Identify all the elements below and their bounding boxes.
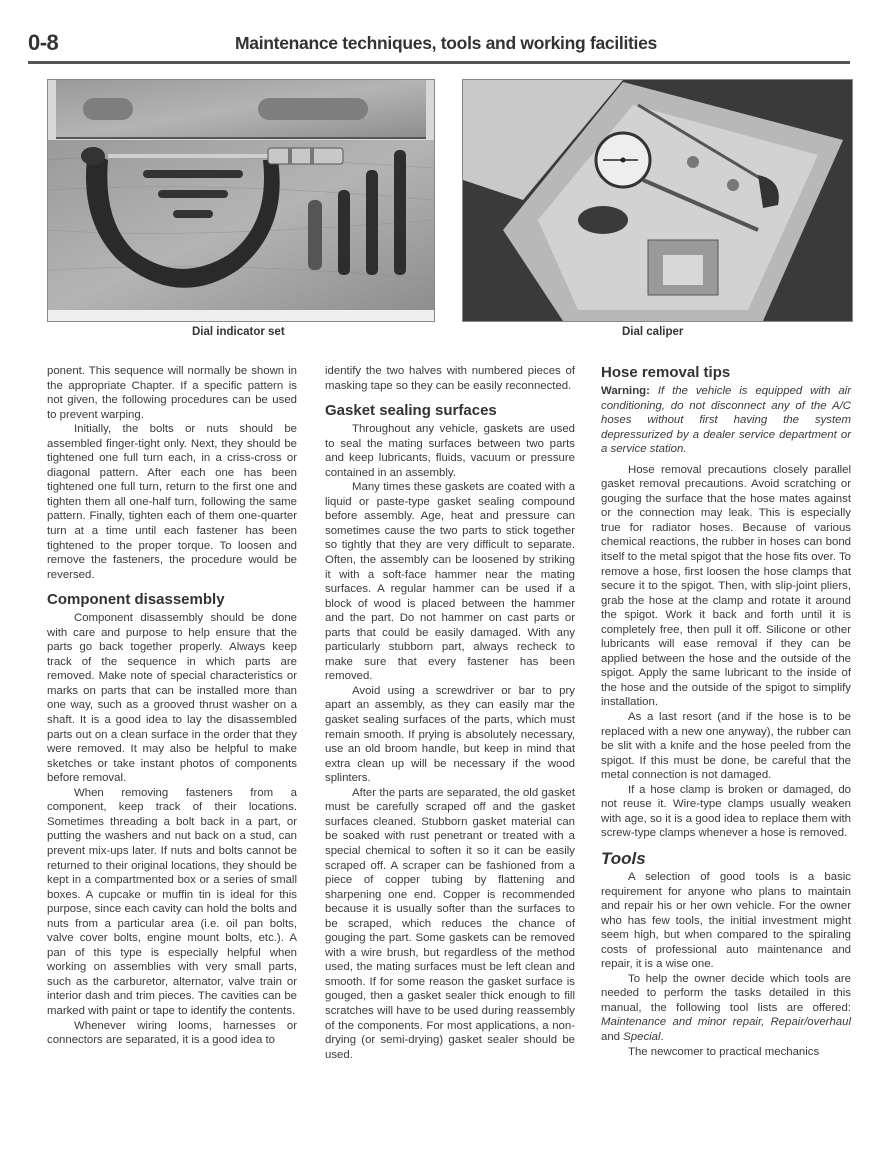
tool-list-name: Maintenance and minor repair, Repair/overhaul bbox=[601, 1016, 851, 1029]
caption-dial-caliper: Dial caliper bbox=[622, 326, 684, 338]
paragraph: Hose removal precautions closely parallel gasket removal precautions. Avoid scratching or gouging the surface that the hose mates against or the connection may leak. This is especially true for radiator hoses. Because of various chemical reactions, the rubber in hoses can bond itself to the metal spigot that the hose fits over. To remove a hose, first loosen the hose clamps that secure it to the spigot. Then, with slip-joint pliers, grab the hose at the clamp and rotate it around the spigot. Work it back and forth until it is completely free, then pull it off. Silicone or other lubricants will ease removal if they can be applied between the hose and the outside of the spigot. Apply the same lubricant to the inside of the hose and the outside of the spigot to simplify installation. bbox=[601, 463, 851, 709]
text-column-3 bbox=[601, 364, 851, 1059]
paragraph: Initially, the bolts or nuts should be assembled finger-tight only. Next, they should be tightened one full turn each, in a criss-cross or diagonal pattern. After each one has been tightened one full turn, return to the first one and tighten them all one-half turn, following the same pattern. Finally, tighten each of them one-quarter turn at a time until each fastener has been tightened to the proper torque. To loosen and remove the fasteners, the procedure would be reversed. bbox=[47, 423, 297, 581]
warning-note bbox=[601, 384, 851, 457]
photo-dial-caliper bbox=[462, 79, 853, 322]
paragraph: A selection of good tools is a basic requirement for anyone who plans to maintain and repair his or her own vehicle. For the owner who has few tools, the initial investment might seem high, but when compared to the spiraling costs of professional auto maintenance and repair, it is a wise one. bbox=[601, 870, 851, 971]
micrometer-set-illustration bbox=[48, 80, 434, 321]
section-heading-gasket-sealing-surfaces: Gasket sealing surfaces bbox=[325, 402, 497, 420]
header-rule bbox=[28, 61, 850, 64]
paragraph: As a last resort (and if the hose is to be replaced with a new one anyway), the rubber can be slit with a knife and the hose peeled from the spigot. If this must be done, be careful that the metal connection is not damaged. bbox=[601, 711, 851, 782]
section-heading-component-disassembly: Component disassembly bbox=[47, 591, 225, 609]
paragraph: When removing fasteners from a component, keep track of their locations. Sometimes threading a bolt back in a part, or putting the washers and nut back on a stud, can prevent mix-ups later. If nuts and bolts cannot be returned to their original locations, they should be kept in a compartmented box or a series of small boxes. A cupcake or muffin tin is ideal for this purpose, since each cavity can hold the bolts and nuts from a particular area (i.e. oil pan bolts, valve cover bolts, engine mount bolts, etc.). A pan of this type is especially helpful when working on assemblies with very small parts, such as the carburetor, alternator, valve train or interior dash and trim pieces. The cavities can be marked with paint or tape to identify the contents. bbox=[47, 786, 297, 1017]
warning-text: If the vehicle is equipped with air conditioning, do not disconnect any of the A/C hoses without first having the system depressurized by a dealer service department or a service station. bbox=[601, 385, 851, 456]
tool-list-name: Special bbox=[623, 1030, 661, 1043]
section-heading-hose-removal-tips: Hose removal tips bbox=[601, 364, 731, 381]
page-number: 0-8 bbox=[28, 30, 59, 55]
paragraph: Component disassembly should be done with care and purpose to help ensure that the parts go back together properly. Always keep track of the sequence in which parts are removed. Make note of special characteristics or marks on parts that can be installed more than one way, such as a grooved thrust washer on a shaft. It is a good idea to lay the disassembled parts out on a clean surface in the order that they were removed. It may also be helpful to make sketches or take instant photos of components before removal. bbox=[47, 612, 297, 785]
page-header bbox=[28, 30, 850, 64]
paragraph: After the parts are separated, the old gasket must be carefully scraped off and the gasket surfaces cleaned. Stubborn gasket material can be soaked with rust penetrant or treated with a special chemical to soften it so it can be easily scraped off. A scraper can be fashioned from a piece of copper tubing by flattening and sharpening one end. Copper is recommended because it is usually softer than the surfaces to be scraped, which reduces the chance of gouging the part. Some gaskets can be removed with a wire brush, but regardless of the method used, the mating surfaces must be left clean and smooth. If for some reason the gasket surface is gouged, then a gasket sealer thick enough to fill scratches will have to be used during reassembly of the components. For most applications, a non-drying (or semi-drying) gasket sealer should be used. bbox=[325, 786, 575, 1061]
text-run: and bbox=[601, 1030, 624, 1043]
paragraph: Avoid using a screwdriver or bar to pry apart an assembly, as they can easily mar the gasket sealing surfaces of the parts, which must remain smooth. If prying is absolutely necessary, use an old broom handle, but keep in mind that extra clean up will be necessary if the wood splinters. bbox=[325, 684, 575, 785]
paragraph: The newcomer to practical mechanics bbox=[628, 1045, 820, 1058]
dial-indicator-box-illustration bbox=[463, 80, 852, 321]
photo-dial-indicator-set bbox=[47, 79, 435, 322]
paragraph bbox=[601, 972, 851, 1045]
paragraph: Throughout any vehicle, gaskets are used to seal the mating surfaces between two parts and keep lubricants, fluids, vacuum or pressure contained in an assembly. bbox=[325, 423, 575, 479]
text-run: To help the owner decide which tools are needed to perform the tasks detailed in this manual, the following tool lists are offered: bbox=[601, 972, 851, 1014]
text-column-1 bbox=[47, 364, 297, 1048]
section-heading-tools: Tools bbox=[601, 848, 646, 868]
paragraph: identify the two halves with numbered pieces of masking tape so they can be easily reconnected. bbox=[325, 365, 575, 392]
paragraph: If a hose clamp is broken or damaged, do not reuse it. Wire-type clamps usually weaken with age, so it is a good idea to replace them with screw-type clamps whenever a hose is removed. bbox=[601, 783, 851, 840]
running-title: Maintenance techniques, tools and working facilities bbox=[235, 33, 657, 53]
warning-label: Warning: bbox=[601, 385, 650, 397]
text-column-2 bbox=[325, 364, 575, 1062]
paragraph: Whenever wiring looms, harnesses or connectors are separated, it is a good idea to bbox=[47, 1019, 297, 1047]
caption-dial-indicator-set: Dial indicator set bbox=[192, 326, 285, 338]
text-run: . bbox=[660, 1030, 664, 1043]
paragraph: Many times these gaskets are coated with a liquid or paste-type gasket sealing compound before assembly. Age, heat and pressure can sometimes cause the two parts to stick together so tightly that they are very difficult to separate. Often, the assembly can be loosened by striking it with a soft-face hammer near the mating surfaces. A regular hammer can be used if a block of wood is placed between the hammer and the part. Do not hammer on cast parts or parts that could be easily damaged. With any particularly stubborn part, always recheck to make sure that every fastener has been removed. bbox=[325, 481, 575, 683]
paragraph: ponent. This sequence will normally be shown in the appropriate Chapter. If a specific pattern is not given, the following procedures can be used to prevent warping. bbox=[47, 365, 297, 421]
